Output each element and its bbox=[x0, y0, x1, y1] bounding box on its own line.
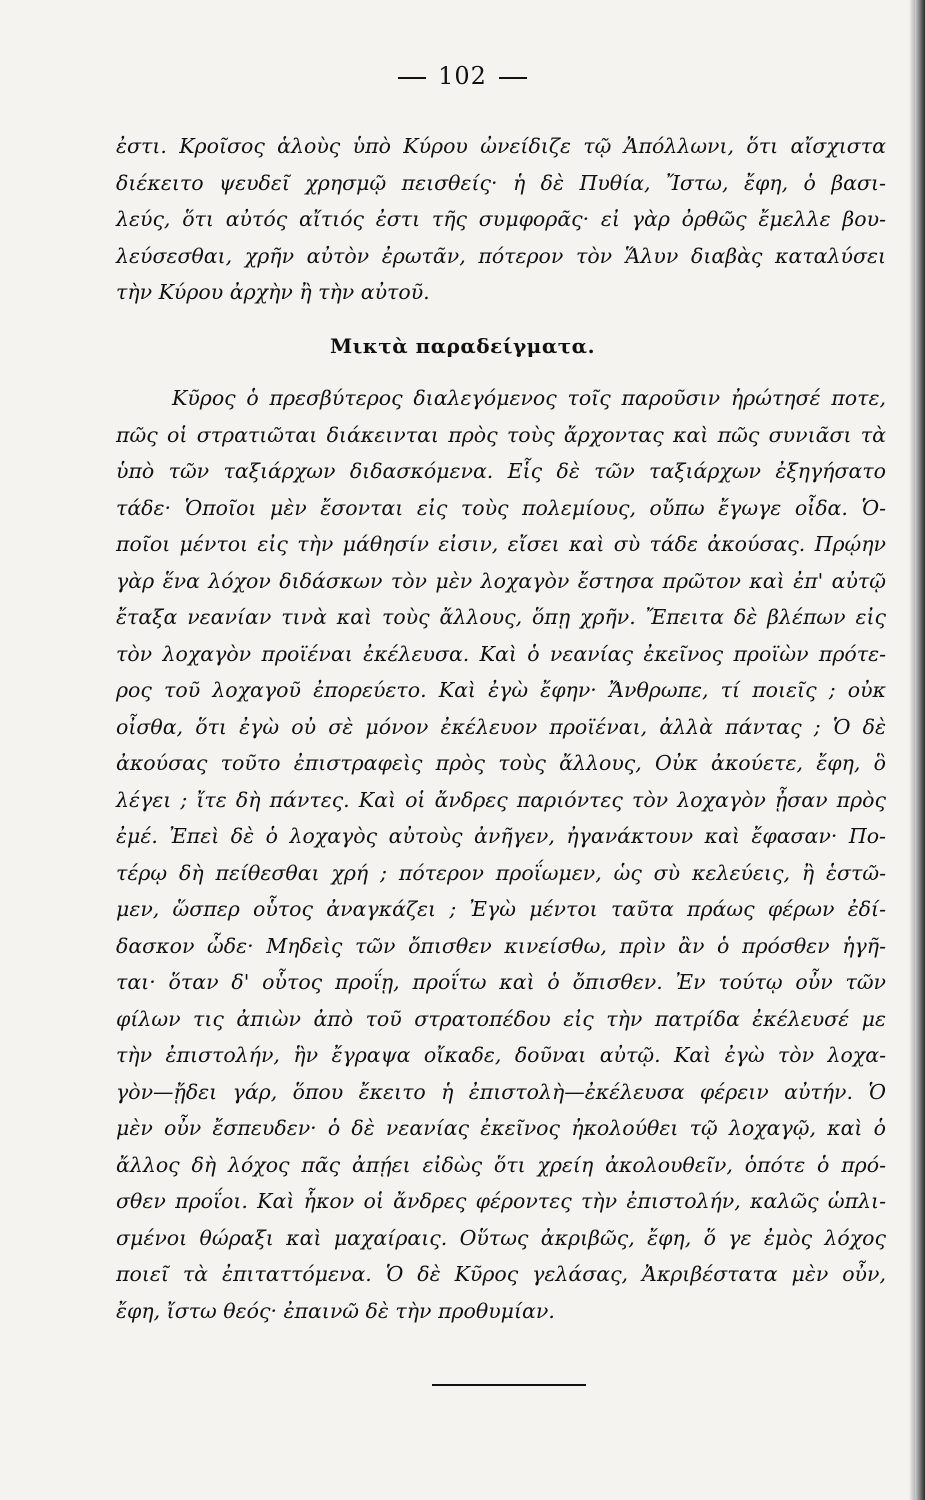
text-line: πῶς οἱ στρατιῶται διάκεινται πρὸς τοὺς ἄρχοντας καὶ πῶς συνιᾶσι τὰ bbox=[116, 422, 886, 447]
text-line: ἔταξα νεανίαν τινὰ καὶ τοὺς ἄλλους, ὅπῃ χρῆν. Ἔπειτα δὲ βλέπων εἰς bbox=[116, 605, 886, 629]
text-line: ται· ὅταν δ' οὗτος προΐῃ, προΐτω καὶ ὁ ὄπισθεν. Ἐν τούτῳ οὖν τῶν bbox=[116, 970, 886, 994]
text-line: σμένοι θώραξι καὶ μαχαίραις. Οὕτως ἀκριβῶς, ἔφη, ὅ γε ἐμὸς λόχος bbox=[116, 1225, 886, 1250]
section-heading: Μικτὰ παραδείγματα. bbox=[329, 334, 596, 358]
text-line: ἔφη, ἴστω θεός· ἐπαινῶ δὲ τὴν προθυμίαν. bbox=[116, 1298, 555, 1323]
text-line: δασκον ὧδε· Μηδεὶς τῶν ὄπισθεν κινείσθω, πρὶν ἂν ὁ πρόσθεν ἡγῆ- bbox=[116, 933, 886, 958]
text-line: λεύσεσθαι, χρῆν αὐτὸν ἐρωτᾶν, πότερον τὸν Ἅλυν διαβὰς καταλύσει bbox=[116, 243, 886, 268]
paragraph-cyrus bbox=[116, 380, 886, 1329]
header-dash-left bbox=[398, 77, 426, 79]
text-line: ὑπὸ τῶν ταξιάρχων διδασκόμενα. Εἷς δὲ τῶν ταξιάρχων ἐξηγήσατο bbox=[116, 459, 886, 483]
text-line: διέκειτο ψευδεῖ χρησμῷ πεισθείς· ἡ δὲ Πυθία, Ἴστω, ἔφη, ὁ βασι- bbox=[116, 170, 886, 195]
text-line: γὸν—ᾔδει γάρ, ὅπου ἔκειτο ἡ ἐπιστολὴ—ἐκέλευσα φέρειν αὐτήν. Ὁ bbox=[116, 1079, 886, 1104]
text-line: ἐστι. Κροῖσος ἁλοὺς ὑπὸ Κύρου ὠνείδιζε τῷ Ἀπόλλωνι, ὅτι αἴσχιστα bbox=[116, 134, 886, 158]
text-line: ρος τοῦ λοχαγοῦ ἐπορεύετο. Καὶ ἐγὼ ἔφην· Ἄνθρωπε, τί ποιεῖς ; οὐκ bbox=[116, 678, 886, 702]
text-line: Κῦρος ὁ πρεσβύτερος διαλεγόμενος τοῖς παροῦσιν ἠρώτησέ ποτε, bbox=[172, 386, 886, 410]
end-rule bbox=[432, 1384, 586, 1386]
text-line: λέγει ; ἴτε δὴ πάντες. Καὶ οἱ ἄνδρες παριόντες τὸν λοχαγὸν ᾖσαν πρὸς bbox=[116, 787, 886, 812]
text-line: οἶσθα, ὅτι ἐγὼ οὐ σὲ μόνον ἐκέλευον προϊέναι, ἀλλὰ πάντας ; Ὁ δὲ bbox=[116, 714, 886, 739]
page-edge bbox=[915, 0, 925, 1500]
text-line: τὴν ἐπιστολήν, ἣν ἔγραψα οἴκαδε, δοῦναι αὐτῷ. Καὶ ἐγὼ τὸν λοχα- bbox=[116, 1043, 886, 1067]
text-line: ποῖοι μέντοι εἰς τὴν μάθησίν εἰσιν, εἴσει καὶ σὺ τάδε ἀκούσας. Πρῴην bbox=[116, 532, 886, 556]
text-line: ποιεῖ τὰ ἐπιταττόμενα. Ὁ δὲ Κῦρος γελάσας, Ἀκριβέστατα μὲν οὖν, bbox=[116, 1262, 886, 1286]
page-header bbox=[0, 62, 925, 90]
text-line: ἄλλος δὴ λόχος πᾶς ἀπῄει εἰδὼς ὅτι χρείη ἀκολουθεῖν, ὁπότε ὁ πρό- bbox=[116, 1152, 886, 1177]
text-line: ἀκούσας τοῦτο ἐπιστραφεὶς πρὸς τοὺς ἄλλους, Οὐκ ἀκούετε, ἔφη, ὃ bbox=[116, 751, 886, 775]
text-line: τὸν λοχαγὸν προϊέναι ἐκέλευσα. Καὶ ὁ νεανίας ἐκεῖνος προϊὼν πρότε- bbox=[116, 641, 886, 666]
text-line: μὲν οὖν ἔσπευδεν· ὁ δὲ νεανίας ἐκεῖνος ἠκολούθει τῷ λοχαγῷ, καὶ ὁ bbox=[116, 1116, 886, 1140]
text-line: μεν, ὥσπερ οὗτος ἀναγκάζει ; Ἐγὼ μέντοι ταῦτα πράως φέρων ἐδί- bbox=[116, 897, 886, 921]
header-dash-right bbox=[499, 77, 527, 79]
text-line: ἐμέ. Ἐπεὶ δὲ ὁ λοχαγὸς αὐτοὺς ἀνῆγεν, ἠγανάκτουν καὶ ἔφασαν· Πο- bbox=[116, 824, 886, 848]
text-line: λεύς, ὅτι αὐτός αἴτιός ἐστι τῆς συμφορᾶς· εἰ γὰρ ὀρθῶς ἔμελλε βου- bbox=[116, 207, 886, 231]
text-line: τέρῳ δὴ πείθεσθαι χρή ; πότερον προΐωμεν, ὡς σὺ κελεύεις, ἢ ἑστῶ- bbox=[116, 860, 886, 885]
text-line: γὰρ ἕνα λόχον διδάσκων τὸν μὲν λοχαγὸν ἔστησα πρῶτον καὶ ἐπ' αὐτῷ bbox=[116, 568, 886, 593]
text-line: τάδε· Ὁποῖοι μὲν ἔσονται εἰς τοὺς πολεμίους, οὔπω ἔγωγε οἶδα. Ὁ- bbox=[116, 495, 886, 520]
text-line: σθεν προΐοι. Καὶ ἧκον οἱ ἄνδρες φέροντες τὴν ἐπιστολήν, καλῶς ὡπλι- bbox=[116, 1189, 886, 1213]
text-line: τὴν Κύρου ἀρχὴν ἢ τὴν αὐτοῦ. bbox=[116, 280, 430, 304]
page-number: 102 bbox=[438, 62, 487, 90]
text-line: φίλων τις ἀπιὼν ἀπὸ τοῦ στρατοπέδου εἰς τὴν πατρίδα ἐκέλευσέ με bbox=[116, 1006, 886, 1031]
paragraph-croesus bbox=[116, 128, 886, 311]
